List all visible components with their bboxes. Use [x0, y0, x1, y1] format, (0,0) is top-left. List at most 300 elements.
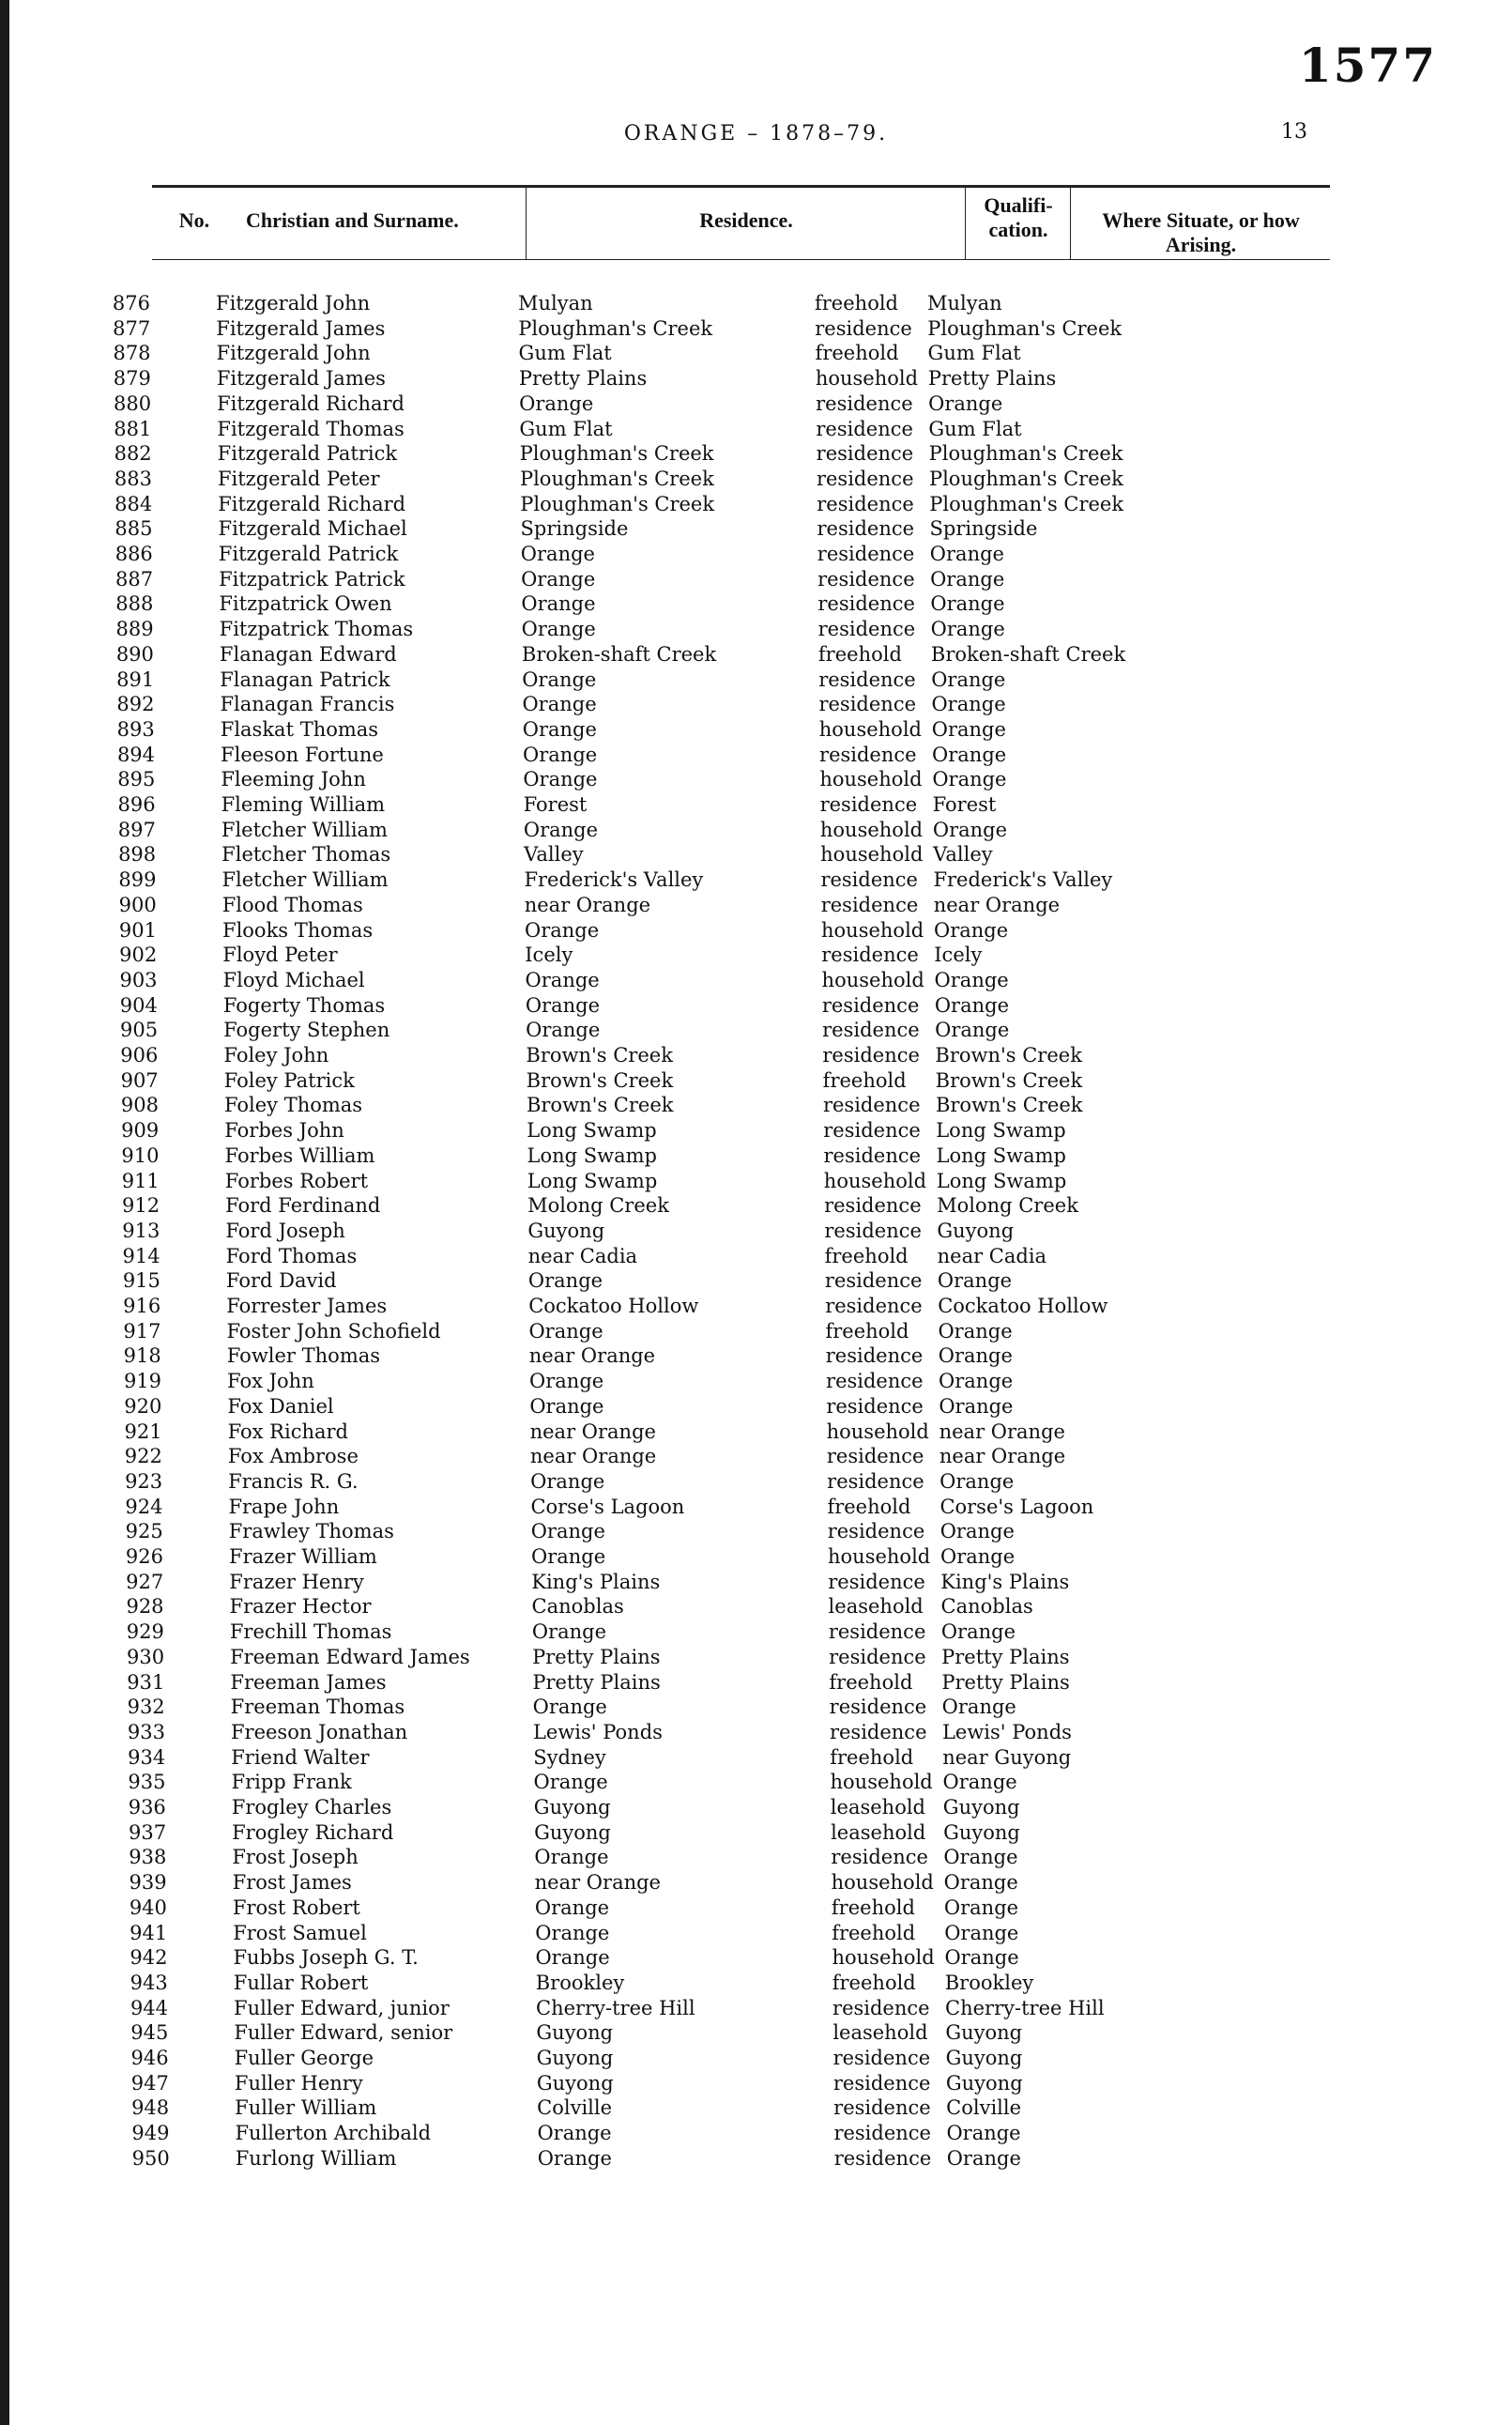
row-qualification: household	[815, 367, 919, 391]
table-row	[0, 617, 1512, 642]
row-qualification: freehold	[815, 342, 899, 365]
row-number: 893	[116, 717, 155, 741]
row-number: 926	[125, 1545, 163, 1568]
row-name: Fitzpatrick Patrick	[219, 567, 405, 591]
row-qualification: residence	[829, 1720, 927, 1743]
table-row	[0, 1770, 1512, 1795]
row-name: Foster John Schofield	[226, 1319, 441, 1343]
row-where-situate: Frederick's Valley	[933, 868, 1113, 892]
row-qualification: residence	[823, 1119, 921, 1143]
row-where-situate: Orange	[931, 693, 1006, 716]
header-qualification: Qualifi- cation.	[984, 193, 1053, 241]
row-name: Floyd Michael	[222, 968, 365, 991]
row-where-situate: Orange	[939, 1394, 1014, 1418]
row-qualification: residence	[832, 2047, 931, 2069]
row-number: 944	[130, 1996, 169, 2019]
row-qualification: residence	[825, 1344, 924, 1368]
row-residence: Orange	[532, 1696, 607, 1719]
row-number: 941	[130, 1921, 168, 1944]
table-row	[0, 792, 1512, 818]
row-where-situate: Orange	[935, 1019, 1010, 1042]
row-number: 878	[113, 342, 151, 365]
table-row	[0, 1219, 1512, 1244]
row-where-situate: Brown's Creek	[935, 1094, 1083, 1117]
row-residence: near Orange	[534, 1871, 661, 1895]
stamp-number: 1577	[1298, 38, 1437, 93]
row-number: 930	[127, 1645, 165, 1668]
row-number: 928	[126, 1595, 164, 1619]
table-row	[0, 2146, 1512, 2172]
row-number: 886	[115, 543, 153, 565]
row-name: Fitzgerald James	[216, 316, 386, 340]
row-where-situate: Guyong	[945, 2047, 1023, 2069]
row-number: 950	[131, 2146, 170, 2170]
row-name: Foley Patrick	[223, 1068, 355, 1092]
row-residence: Orange	[520, 543, 595, 565]
row-number: 940	[129, 1895, 167, 1919]
row-residence: near Orange	[529, 1420, 656, 1443]
row-number: 891	[116, 668, 155, 691]
row-where-situate: Orange	[943, 1871, 1018, 1895]
row-number: 902	[119, 944, 158, 967]
table-row	[0, 767, 1512, 792]
row-residence: Orange	[531, 1545, 606, 1568]
row-residence: King's Plains	[531, 1570, 661, 1593]
row-name: Freeman Thomas	[230, 1696, 405, 1719]
row-number: 909	[121, 1119, 160, 1143]
row-residence: near Orange	[529, 1445, 657, 1468]
row-name: Floyd Peter	[222, 944, 338, 967]
row-number: 900	[118, 893, 157, 916]
row-residence: Guyong	[534, 1820, 611, 1844]
row-where-situate: Orange	[931, 668, 1006, 691]
row-number: 949	[131, 2122, 170, 2145]
row-qualification: residence	[818, 693, 917, 716]
row-qualification: residence	[817, 592, 915, 616]
row-qualification: freehold	[824, 1244, 909, 1267]
row-name: Frost Robert	[232, 1895, 360, 1919]
row-where-situate: Lewis' Ponds	[941, 1720, 1072, 1743]
row-residence: Icely	[525, 944, 573, 967]
row-number: 903	[119, 968, 158, 991]
row-residence: Valley	[524, 843, 584, 867]
row-qualification: household	[830, 1771, 933, 1794]
row-residence: Guyong	[536, 2021, 614, 2045]
table-row	[0, 1996, 1512, 2021]
row-residence: Orange	[522, 717, 597, 741]
table-row	[0, 1619, 1512, 1645]
row-name: Fogerty Stephen	[223, 1019, 390, 1042]
table-row	[0, 1645, 1512, 1670]
row-residence: Brown's Creek	[526, 1094, 674, 1117]
row-name: Fitzgerald John	[216, 342, 371, 365]
row-name: Forrester James	[226, 1295, 388, 1317]
row-where-situate: near Cadia	[937, 1244, 1047, 1267]
header-where: Where Situate, or how Arising.	[1102, 208, 1300, 256]
row-number: 933	[127, 1720, 165, 1743]
row-residence: Ploughman's Creek	[519, 442, 714, 466]
row-where-situate: Ploughman's Creek	[928, 467, 1123, 490]
row-qualification: freehold	[830, 1745, 914, 1769]
row-where-situate: Orange	[934, 968, 1009, 991]
row-where-situate: near Orange	[933, 893, 1061, 916]
row-qualification: residence	[820, 893, 919, 916]
row-name: Frost Joseph	[232, 1846, 359, 1869]
row-name: Fletcher William	[221, 868, 389, 892]
row-qualification: freehold	[825, 1319, 909, 1343]
row-qualification: residence	[816, 467, 914, 490]
row-number: 877	[113, 316, 151, 340]
table-row	[0, 668, 1512, 693]
row-name: Frazer Hector	[229, 1595, 372, 1619]
row-residence: Brown's Creek	[526, 1068, 674, 1092]
row-number: 899	[118, 868, 157, 892]
row-residence: Colville	[537, 2096, 613, 2120]
row-name: Freeson Jonathan	[230, 1720, 408, 1743]
row-number: 881	[114, 417, 152, 440]
row-name: Foley Thomas	[223, 1094, 363, 1117]
row-qualification: residence	[828, 1620, 926, 1644]
row-qualification: residence	[827, 1520, 925, 1543]
row-number: 936	[128, 1796, 166, 1819]
row-where-situate: Orange	[939, 1520, 1015, 1543]
row-residence: Orange	[523, 768, 598, 791]
row-name: Fowler Thomas	[226, 1344, 381, 1368]
row-name: Fitzgerald Peter	[217, 467, 380, 490]
row-residence: Lewis' Ponds	[532, 1720, 663, 1743]
table-row	[0, 968, 1512, 993]
header-no: No.	[178, 208, 210, 232]
table-row	[0, 516, 1512, 542]
row-qualification: residence	[817, 517, 915, 541]
row-residence: Frederick's Valley	[524, 868, 704, 892]
table-row	[0, 1294, 1512, 1319]
row-number: 913	[122, 1219, 160, 1242]
row-where-situate: Valley	[933, 843, 993, 867]
row-where-situate: Orange	[930, 567, 1005, 591]
row-number: 905	[120, 1019, 159, 1042]
row-where-situate: Orange	[930, 592, 1005, 616]
row-number: 912	[121, 1194, 160, 1218]
row-residence: Orange	[522, 693, 597, 716]
row-qualification: residence	[831, 1846, 928, 1869]
row-number: 934	[128, 1745, 166, 1769]
header-divider	[1070, 188, 1071, 259]
row-where-situate: Cherry-tree Hill	[945, 1996, 1105, 2019]
row-number: 897	[117, 818, 156, 841]
row-name: Frechill Thomas	[229, 1620, 392, 1644]
row-name: Forbes William	[224, 1143, 375, 1167]
table-row	[0, 1495, 1512, 1520]
row-where-situate: near Guyong	[942, 1745, 1072, 1769]
table-row	[0, 1193, 1512, 1219]
row-name: Frogley Charles	[231, 1796, 392, 1819]
row-where-situate: Orange	[932, 768, 1007, 791]
row-residence: Orange	[537, 2122, 612, 2145]
row-residence: Orange	[530, 1469, 605, 1493]
row-residence: Long Swamp	[527, 1119, 657, 1143]
row-where-situate: Brown's Creek	[935, 1044, 1082, 1067]
row-residence: Orange	[525, 918, 600, 942]
row-name: Fitzgerald John	[216, 292, 371, 315]
row-residence: Orange	[521, 592, 596, 616]
row-residence: Orange	[525, 993, 600, 1017]
table-row	[0, 1369, 1512, 1394]
header-divider	[526, 188, 527, 259]
table-row	[0, 2121, 1512, 2146]
row-name: Fitzgerald James	[216, 367, 386, 391]
table-row	[0, 1971, 1512, 1996]
row-name: Friend Walter	[231, 1745, 370, 1769]
row-qualification: leasehold	[832, 2021, 928, 2045]
table-row	[0, 818, 1512, 843]
row-qualification: residence	[817, 618, 916, 641]
row-where-situate: Ploughman's Creek	[927, 316, 1123, 340]
row-number: 887	[115, 567, 154, 591]
row-where-situate: Springside	[929, 517, 1038, 541]
row-qualification: residence	[824, 1219, 922, 1242]
row-qualification: residence	[820, 868, 918, 892]
table-row	[0, 993, 1512, 1019]
row-qualification: residence	[816, 442, 914, 466]
row-name: Freeman James	[230, 1670, 387, 1694]
row-number: 879	[113, 367, 151, 391]
table-row	[0, 1945, 1512, 1971]
row-number: 927	[126, 1570, 164, 1593]
row-qualification: residence	[823, 1143, 922, 1167]
row-residence: Guyong	[536, 2071, 614, 2095]
row-number: 908	[120, 1094, 159, 1117]
row-where-situate: Orange	[931, 717, 1006, 741]
table-row	[0, 1921, 1512, 1946]
row-name: Fuller Henry	[234, 2071, 363, 2095]
row-qualification: residence	[817, 492, 914, 515]
row-qualification: household	[828, 1545, 931, 1568]
row-name: Fox Richard	[227, 1420, 348, 1443]
row-number: 916	[123, 1295, 161, 1317]
row-qualification: residence	[826, 1370, 924, 1393]
row-where-situate: Guyong	[942, 1796, 1020, 1819]
table-row	[0, 1018, 1512, 1043]
row-where-situate: Orange	[946, 2146, 1021, 2170]
row-number: 906	[120, 1044, 159, 1067]
row-residence: Orange	[528, 1319, 603, 1343]
row-name: Forbes John	[224, 1119, 344, 1143]
row-residence: Orange	[523, 818, 599, 841]
table-row	[0, 842, 1512, 867]
row-qualification: residence	[818, 668, 916, 691]
row-number: 880	[114, 391, 152, 415]
row-residence: Pretty Plains	[518, 367, 648, 391]
table-row	[0, 2020, 1512, 2046]
row-where-situate: Mulyan	[927, 292, 1002, 315]
row-name: Fitzgerald Richard	[218, 492, 406, 515]
row-name: Fitzpatrick Thomas	[219, 618, 414, 641]
row-number: 889	[115, 618, 154, 641]
row-where-situate: Pretty Plains	[941, 1645, 1070, 1668]
row-name: Frape John	[228, 1495, 340, 1518]
row-residence: Orange	[523, 743, 598, 766]
row-name: Ford Ferdinand	[225, 1194, 381, 1218]
table-row	[0, 591, 1512, 617]
row-number: 943	[130, 1971, 168, 1994]
row-number: 922	[124, 1445, 162, 1468]
row-name: Ford David	[225, 1269, 337, 1293]
row-residence: Orange	[534, 1895, 610, 1919]
row-number: 931	[127, 1670, 165, 1694]
row-number: 907	[120, 1068, 159, 1092]
row-qualification: residence	[832, 2071, 931, 2095]
row-residence: Orange	[530, 1520, 605, 1543]
table-row	[0, 918, 1512, 944]
table-row	[0, 291, 1512, 316]
running-title: ORANGE – 1878–79.	[623, 122, 889, 146]
table-row	[0, 1343, 1512, 1369]
table-row	[0, 1795, 1512, 1820]
row-where-situate: Guyong	[945, 2071, 1023, 2095]
row-number: 948	[131, 2096, 170, 2120]
row-number: 919	[123, 1370, 162, 1393]
row-qualification: residence	[819, 793, 918, 816]
row-where-situate: Orange	[943, 1846, 1018, 1869]
row-qualification: residence	[816, 417, 913, 440]
row-residence: Orange	[531, 1620, 606, 1644]
row-name: Fitzgerald Patrick	[218, 543, 399, 565]
row-qualification: residence	[832, 1996, 930, 2019]
row-name: Fletcher William	[221, 818, 388, 841]
table-row	[0, 366, 1512, 391]
row-name: Fleeson Fortune	[221, 743, 384, 766]
row-where-situate: Orange	[929, 543, 1004, 565]
row-name: Fleming William	[221, 793, 386, 816]
row-name: Flooks Thomas	[222, 918, 374, 942]
table-row	[0, 567, 1512, 592]
table-row	[0, 1570, 1512, 1595]
row-number: 942	[130, 1946, 168, 1970]
table-row	[0, 467, 1512, 492]
row-name: Fullerton Archibald	[235, 2122, 432, 2145]
header-residence: Residence.	[699, 208, 793, 232]
table-row	[0, 1143, 1512, 1169]
row-number: 917	[123, 1319, 161, 1343]
row-qualification: freehold	[831, 1895, 915, 1919]
row-qualification: household	[831, 1871, 934, 1895]
row-residence: Ploughman's Creek	[519, 467, 714, 490]
row-residence: Guyong	[527, 1219, 605, 1242]
row-number: 937	[128, 1820, 167, 1844]
table-row	[0, 1820, 1512, 1846]
row-qualification: household	[832, 1946, 935, 1970]
row-residence: Orange	[529, 1370, 604, 1393]
row-residence: Orange	[533, 1771, 608, 1794]
row-where-situate: Molong Creek	[937, 1194, 1078, 1218]
row-where-situate: Brown's Creek	[935, 1068, 1083, 1092]
row-number: 920	[124, 1394, 162, 1418]
row-qualification: residence	[819, 743, 917, 766]
row-residence: Orange	[535, 1946, 610, 1970]
row-residence: Gum Flat	[518, 342, 612, 365]
row-name: Fox Ambrose	[227, 1445, 359, 1468]
table-row	[0, 692, 1512, 717]
row-number: 923	[125, 1469, 163, 1493]
row-number: 883	[114, 467, 152, 490]
row-number: 947	[130, 2071, 169, 2095]
row-where-situate: Orange	[932, 743, 1007, 766]
table-row	[0, 1319, 1512, 1344]
row-residence: Guyong	[533, 1796, 611, 1819]
row-name: Flaskat Thomas	[220, 717, 379, 741]
row-number: 939	[129, 1871, 167, 1895]
table-row	[0, 1544, 1512, 1570]
table-row	[0, 1043, 1512, 1068]
row-number: 911	[121, 1169, 160, 1192]
row-qualification: household	[821, 918, 924, 942]
row-where-situate: Colville	[946, 2096, 1022, 2120]
row-qualification: residence	[826, 1394, 924, 1418]
row-where-situate: Icely	[934, 944, 983, 967]
row-residence: Long Swamp	[527, 1169, 658, 1192]
table-row	[0, 1670, 1512, 1696]
table-row	[0, 492, 1512, 517]
row-number: 929	[126, 1620, 164, 1644]
row-qualification: residence	[825, 1295, 923, 1317]
table-row	[0, 1469, 1512, 1495]
row-where-situate: Corse's Lagoon	[939, 1495, 1094, 1518]
row-where-situate: Pretty Plains	[941, 1670, 1070, 1694]
row-number: 910	[121, 1143, 160, 1167]
row-residence: Ploughman's Creek	[518, 316, 713, 340]
row-name: Frawley Thomas	[228, 1520, 394, 1543]
table-row	[0, 2046, 1512, 2071]
row-residence: Orange	[522, 668, 597, 691]
row-number: 896	[117, 793, 156, 816]
row-name: Fuller William	[235, 2096, 377, 2120]
row-qualification: residence	[822, 1094, 921, 1117]
row-name: Fubbs Joseph G. T.	[233, 1946, 419, 1970]
row-residence: Pretty Plains	[532, 1645, 661, 1668]
row-residence: near Orange	[528, 1344, 656, 1368]
row-residence: Guyong	[536, 2047, 614, 2069]
row-name: Flanagan Patrick	[220, 668, 390, 691]
row-qualification: residence	[822, 1044, 920, 1067]
row-number: 925	[125, 1520, 163, 1543]
row-qualification: freehold	[827, 1495, 911, 1518]
header-name: Christian and Surname.	[246, 208, 459, 232]
row-name: Flanagan Edward	[219, 642, 397, 666]
row-residence: Orange	[535, 1921, 610, 1944]
table-row	[0, 717, 1512, 743]
row-qualification: residence	[833, 2096, 931, 2120]
row-residence: near Cadia	[527, 1244, 638, 1267]
row-residence: Sydney	[533, 1745, 606, 1769]
table-row	[0, 642, 1512, 668]
row-name: Fleeming John	[221, 768, 366, 791]
row-qualification: residence	[827, 1469, 924, 1493]
row-where-situate: Orange	[939, 1469, 1015, 1493]
row-number: 894	[116, 743, 156, 766]
row-name: Fitzgerald Michael	[218, 517, 407, 541]
row-qualification: residence	[815, 316, 912, 340]
row-qualification: residence	[817, 567, 915, 591]
table-row	[0, 441, 1512, 467]
row-name: Frazer Henry	[229, 1570, 364, 1593]
row-name: Fuller George	[234, 2047, 374, 2069]
row-number: 898	[118, 843, 157, 867]
row-where-situate: Orange	[944, 1946, 1019, 1970]
row-qualification: residence	[833, 2146, 932, 2170]
row-name: Fletcher Thomas	[221, 843, 391, 867]
table-row	[0, 417, 1512, 442]
